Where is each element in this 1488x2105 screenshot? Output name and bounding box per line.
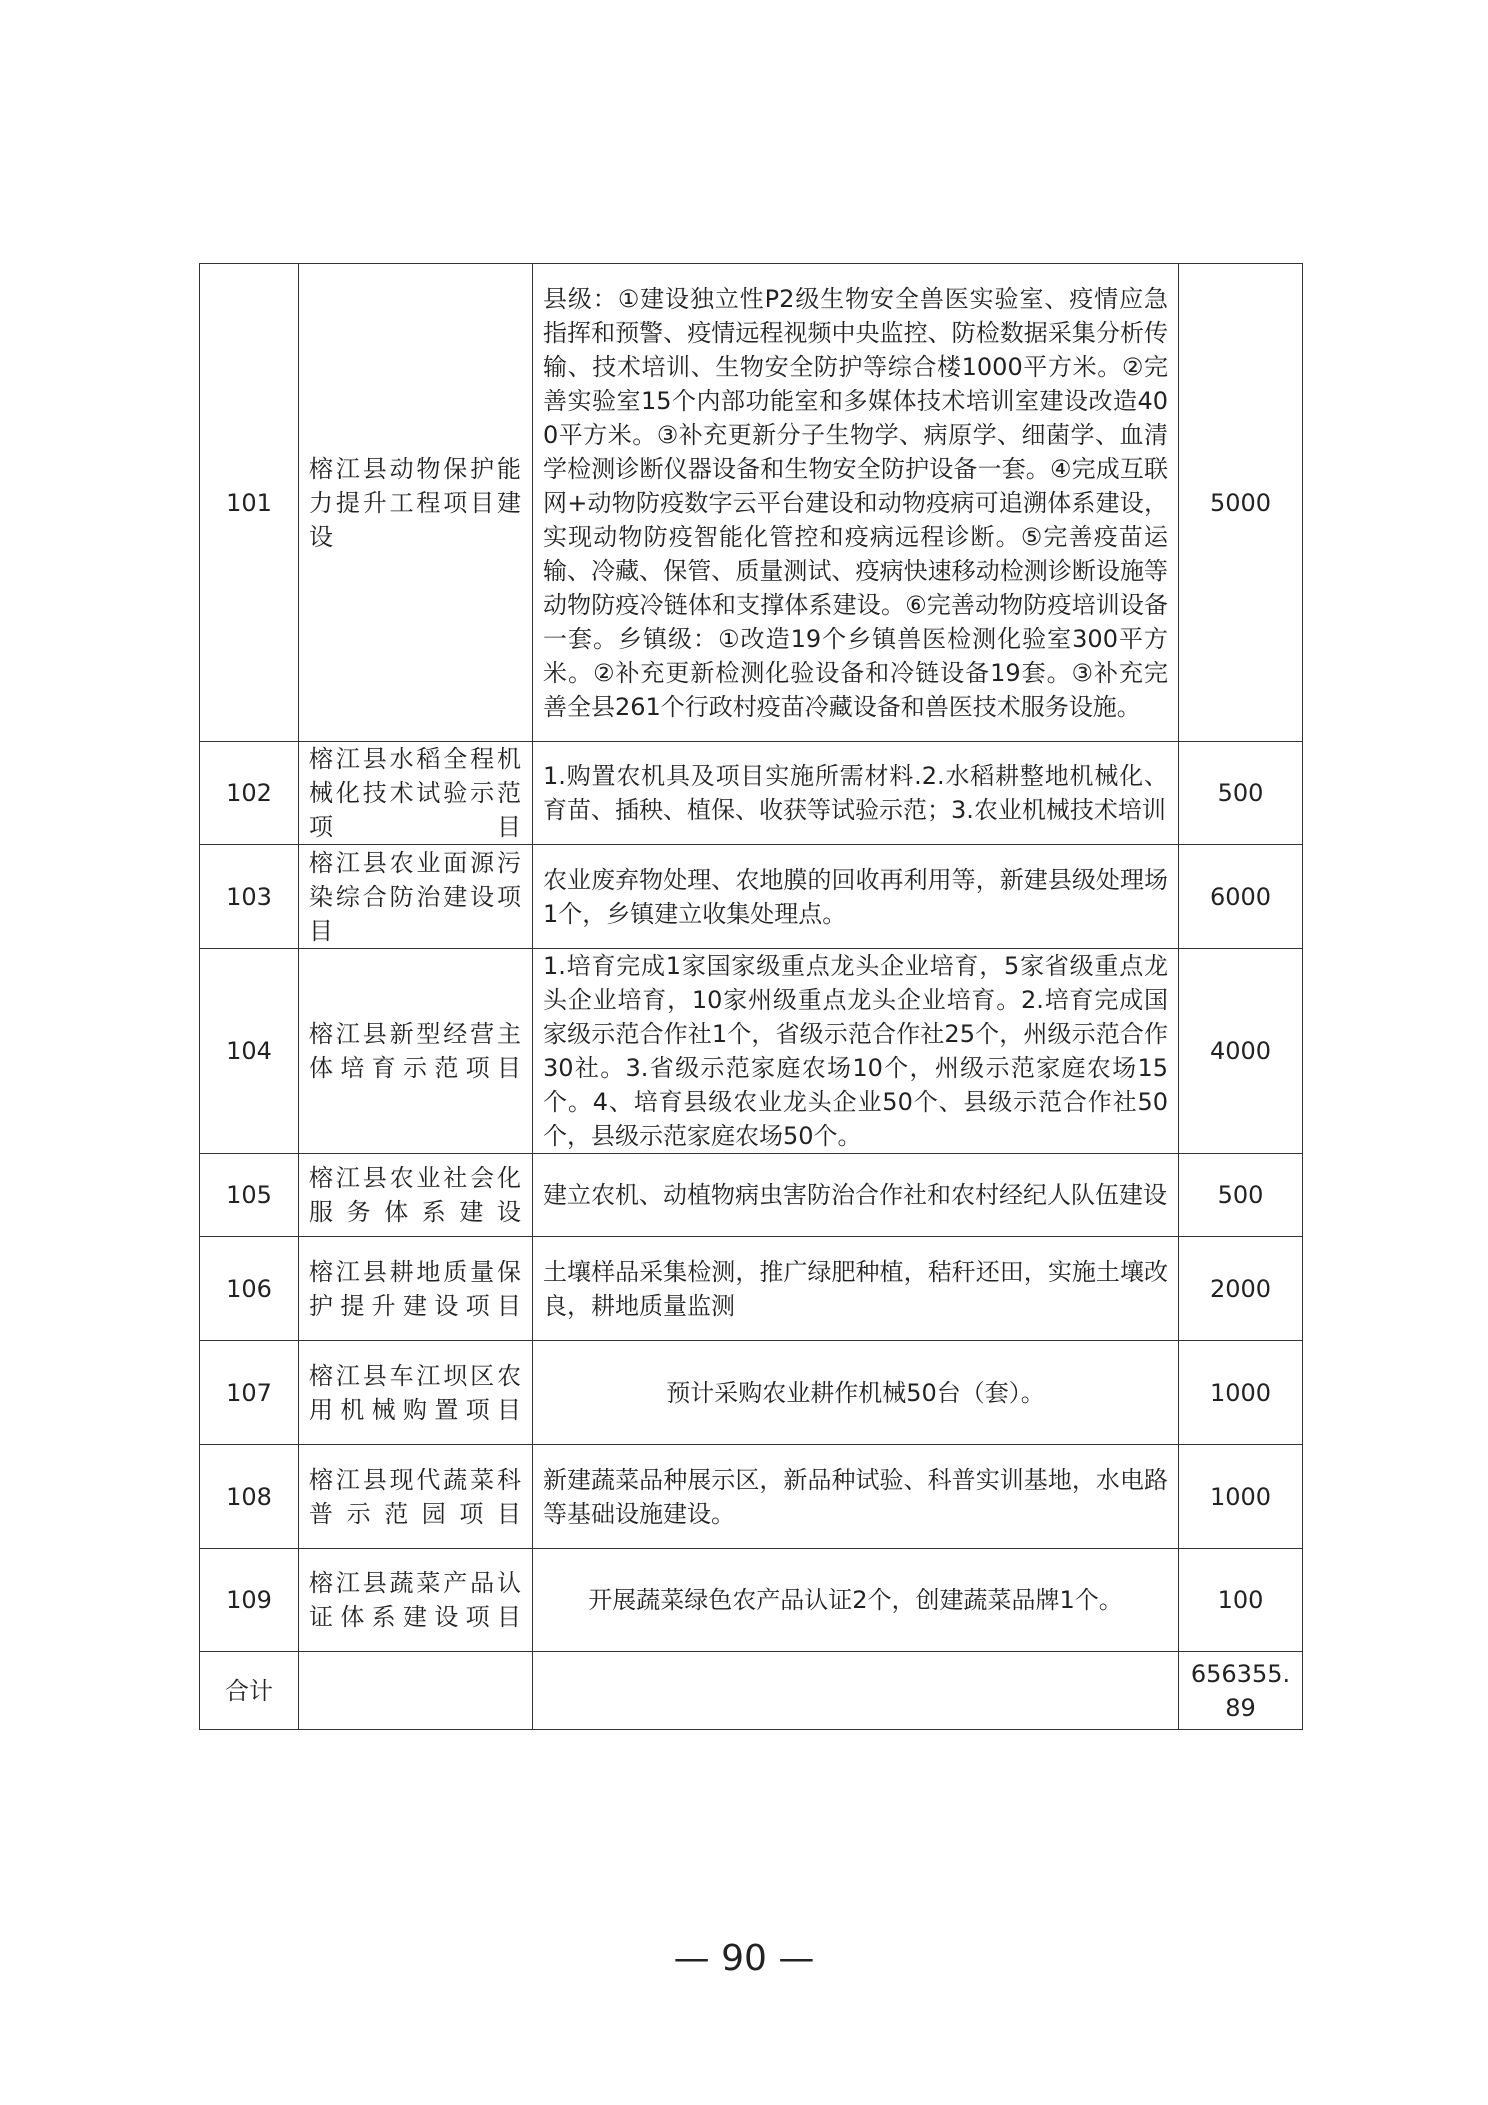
empty-cell [533,1652,1179,1730]
project-name: 榕江县现代蔬菜科普示范园项目 [299,1445,533,1549]
project-name: 榕江县农业社会化服务体系建设 [299,1154,533,1237]
project-description: 1.培育完成1家国家级重点龙头企业培育，5家省级重点龙头企业培育，10家州级重点龙头企业培育。2.培育完成国家级示范合作社1个，省级示范合作社25个，州级示范合作30社。3.省级示范家庭农场10个，州级示范家庭农场15个。4、培育县级农业龙头企业50个、县级示范合作社50个，县级示范家庭农场50个。 [533,949,1179,1154]
table-row [200,742,1303,845]
table-row [200,1341,1303,1445]
project-amount: 500 [1179,1154,1303,1237]
project-name: 榕江县动物保护能力提升工程项目建设 [299,264,533,742]
total-amount-line: 656355. [1190,1659,1291,1688]
table-row [200,1154,1303,1237]
project-name: 榕江县农业面源污染综合防治建设项目 [299,845,533,949]
project-name: 榕江县蔬菜产品认证体系建设项目 [299,1549,533,1652]
row-number: 109 [200,1549,299,1652]
project-amount: 5000 [1179,264,1303,742]
total-label: 合计 [200,1652,299,1730]
page-number: — 90 — [673,1938,815,1979]
project-description: 农业废弃物处理、农地膜的回收再利用等，新建县级处理场1个，乡镇建立收集处理点。 [533,845,1179,949]
total-amount-line: 89 [1225,1693,1256,1722]
project-description: 建立农机、动植物病虫害防治合作社和农村经纪人队伍建设 [533,1154,1179,1237]
project-name: 榕江县新型经营主体培育示范项目 [299,949,533,1154]
table-row [200,949,1303,1154]
project-name: 榕江县车江坝区农用机械购置项目 [299,1341,533,1445]
row-number: 108 [200,1445,299,1549]
project-description: 预计采购农业耕作机械50台（套）。 [533,1341,1179,1445]
project-description: 土壤样品采集检测，推广绿肥种植，秸秆还田，实施土壤改良，耕地质量监测 [533,1237,1179,1341]
table-row [200,1445,1303,1549]
project-name: 榕江县耕地质量保护提升建设项目 [299,1237,533,1341]
row-number: 101 [200,264,299,742]
table-row [200,1549,1303,1652]
project-amount: 6000 [1179,845,1303,949]
project-table [199,263,1303,1730]
project-amount: 1000 [1179,1341,1303,1445]
total-amount [1179,1652,1303,1730]
project-name: 榕江县水稻全程机械化技术试验示范项目 [299,742,533,845]
project-amount: 1000 [1179,1445,1303,1549]
empty-cell [299,1652,533,1730]
row-number: 105 [200,1154,299,1237]
row-number: 106 [200,1237,299,1341]
row-number: 103 [200,845,299,949]
project-description: 县级：①建设独立性P2级生物安全兽医实验室、疫情应急指挥和预警、疫情远程视频中央监控、防检数据采集分析传输、技术培训、生物安全防护等综合楼1000平方米。②完善实验室15个内部功能室和多媒体技术培训室建设改造400平方米。③补充更新分子生物学、病原学、细菌学、血清学检测诊断仪器设备和生物安全防护设备一套。④完成互联网+动物防疫数字云平台建设和动物疫病可追溯体系建设，实现动物防疫智能化管控和疫病远程诊断。⑤完善疫苗运输、冷藏、保管、质量测试、疫病快速移动检测诊断设施等动物防疫冷链体和支撑体系建设。⑥完善动物防疫培训设备一套。乡镇级：①改造19个乡镇兽医检测化验室300平方米。②补充更新检测化验设备和冷链设备19套。③补充完善全县261个行政村疫苗冷藏设备和兽医技术服务设施。 [533,264,1179,742]
table-row [200,845,1303,949]
row-number: 104 [200,949,299,1154]
total-row [200,1652,1303,1730]
table-row [200,264,1303,742]
project-description: 1.购置农机具及项目实施所需材料.2.水稻耕整地机械化、育苗、插秧、植保、收获等试验示范；3.农业机械技术培训 [533,742,1179,845]
project-description: 开展蔬菜绿色农产品认证2个，创建蔬菜品牌1个。 [533,1549,1179,1652]
table-row [200,1237,1303,1341]
project-description: 新建蔬菜品种展示区，新品种试验、科普实训基地，水电路等基础设施建设。 [533,1445,1179,1549]
project-amount: 2000 [1179,1237,1303,1341]
project-amount: 500 [1179,742,1303,845]
project-amount: 4000 [1179,949,1303,1154]
row-number: 102 [200,742,299,845]
project-amount: 100 [1179,1549,1303,1652]
row-number: 107 [200,1341,299,1445]
